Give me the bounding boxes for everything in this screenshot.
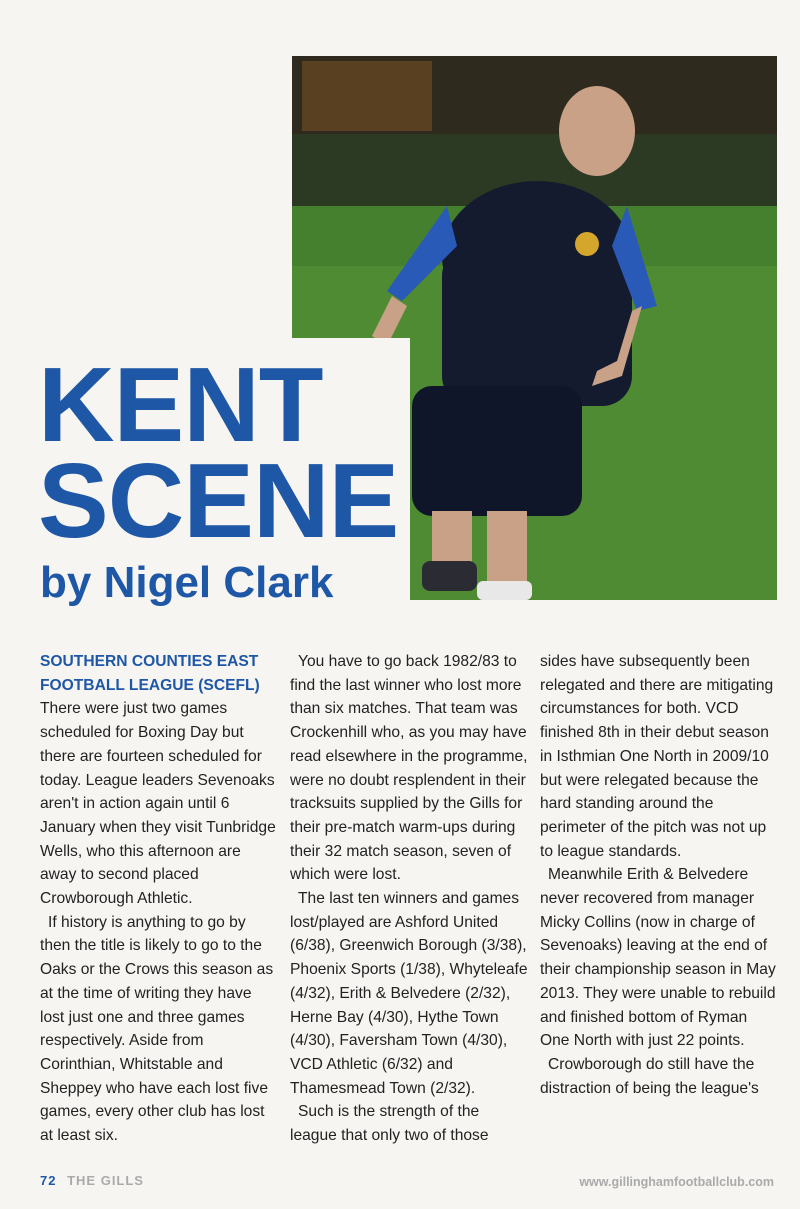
website-url: www.gillinghamfootballclub.com bbox=[579, 1175, 774, 1189]
byline: by Nigel Clark bbox=[40, 558, 334, 607]
paragraph: sides have subsequently been relegated and there are mitigating circumstances for both. VCD finished 8th in their debut season in Isthmian One North in 2009/10 but were relegated because the hard standing around the perimeter of the pitch was not up to league standards. bbox=[540, 653, 774, 860]
paragraph: Crowborough do still have the distraction of being the league's bbox=[540, 1055, 759, 1097]
paragraph: Meanwhile Erith & Belvedere never recovered from manager Micky Collins (now in charge of Sevenoaks) leaving at the end of their championship season in May 2013. They were unable to rebuild and finished bottom of Ryman One North with just 22 points. bbox=[540, 866, 776, 1050]
paragraph: If history is anything to go by then the title is likely to go to the Oaks or the Crows this season as at the time of writing they have lost just one and three games respectively. Aside from Corinthian, Whitstable and Sheppey who have each lost five games, every other club has lost at least six. bbox=[40, 913, 274, 1145]
column-1 bbox=[40, 650, 280, 1148]
paragraph: The last ten winners and games lost/played are Ashford United (6/38), Greenwich Borough (3/38), Phoenix Sports (1/38), Whyteleafe (4/32), Erith & Belvedere (2/32), Herne Bay (4/30), Hythe Town (4/30), Faversham Town (4/30), VCD Athletic (6/32) and Thamesmead Town (2/32). bbox=[290, 890, 528, 1097]
column-2 bbox=[290, 650, 530, 1148]
page-number: 72 bbox=[40, 1173, 57, 1188]
page-footer-left bbox=[40, 1173, 144, 1188]
paragraph: There were just two games scheduled for Boxing Day but there are fourteen scheduled for today. League leaders Sevenoaks aren't in action again until 6 January when they visit Tunbridge Wells, who this afternoon are away to second placed Crowborough Athletic. bbox=[40, 700, 276, 908]
publication-name: THE GILLS bbox=[67, 1173, 144, 1188]
paragraph: Such is the strength of the league that only two of those bbox=[290, 1103, 489, 1145]
paragraph: You have to go back 1982/83 to find the last winner who lost more than six matches. That team was Crockenhill who, as you may have read elsewhere in the programme, were no doubt resplendent in their tracksuits supplied by the Gills for their pre-match warm-ups during their 32 match season, seven of which were lost. bbox=[290, 653, 528, 884]
column-3 bbox=[540, 650, 780, 1100]
headline-line-1: KENT bbox=[38, 346, 323, 464]
section-subhead: SOUTHERN COUNTIES EAST FOOTBALL LEAGUE (SCEFL) bbox=[40, 653, 260, 694]
headline-line-2: SCENE bbox=[38, 442, 399, 560]
